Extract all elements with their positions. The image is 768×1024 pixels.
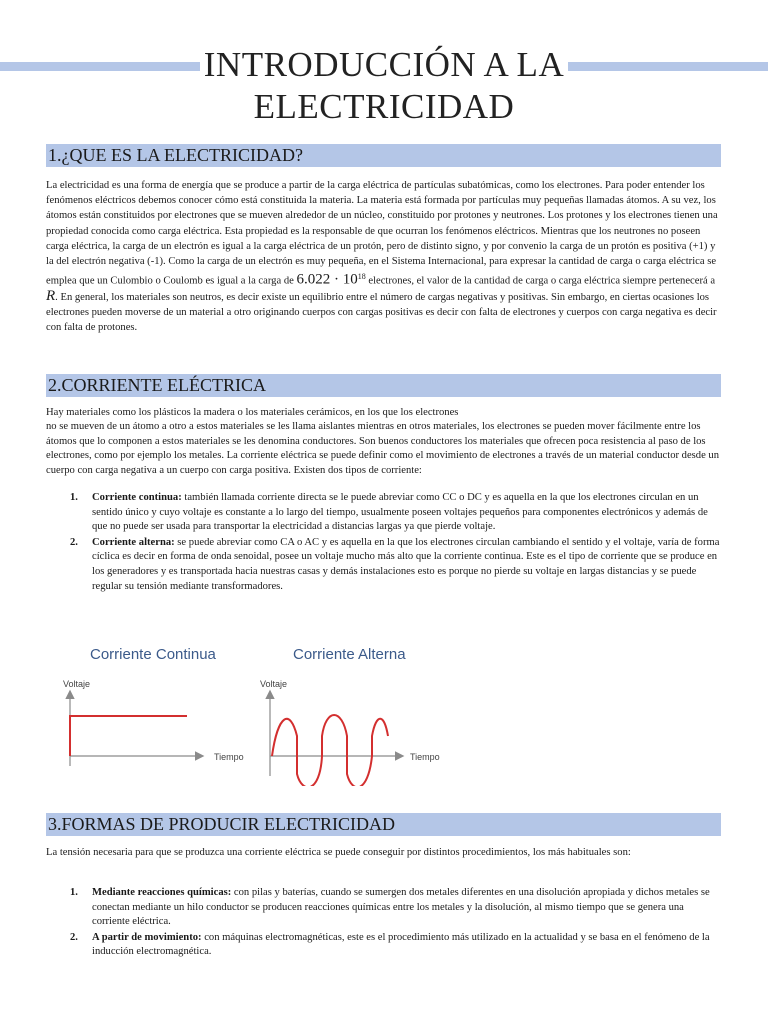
current-types-list [46,491,722,594]
list-item: 2. Corriente alterna: se puede abreviar como CA o AC y es aquella en la que los electrones circulan cambiando el sentido y el voltaje, varía de forma cíclica es decir en forma de onda senoidal, posee un voltaje mucho más alto que la corriente continua. Este es el tipo de corriente que se produce en los generadores y es transportada hacia nuestras casas y demás instalaciones esto es porque no pierde su voltaje en largas distancias y se puede regular su tensión mediante transformadores. [70,536,720,592]
s1-text-a: La electricidad es una forma de energía que se produce a partir de la carga eléctrica de partículas subatómicas, como los electrones. Para poder entender los fenómenos eléctricos debemos conocer cómo está constituida la materia. La materia está formada por partículas muy pequeñas llamadas átomos. A su vez, los átomos están constituidos por electrones que se mueven alrededor de un núcleo, constituido por protones y neutrones. Los protones y los electrones tienen una propiedad conocida como carga eléctrica. Esta propiedad es la responsable de que ocurran los fenómenos eléctricos. Mientras que los neutrones no poseen carga eléctrica, la carga de un electrón es igual a la carga eléctrica de un protón, pero de distinto signo, y por convenio la carga de un protón es positiva (+1) y la del electrón negativa (-1). Como la carga de un electrón es muy pequeña, en el Sistema Internacional, para expresar la cantidad de carga o carga eléctrica se emplea que un Culombio o Coulomb es igual a la carga de [46,180,718,287]
title-line-1: INTRODUCCIÓN A LA [200,44,568,86]
ac-y-label: Voltaje [260,679,288,689]
list-term: A partir de movimiento: [92,931,202,943]
production-methods-list [46,886,722,960]
list-text: también llamada corriente directa se le puede abreviar como CC o DC y es aquella en la que los electrones circulan en un sentido único y cuyo voltaje es constante a lo largo del tiempo, usualmente poseen voltajes pequeños para componentes electrónicos y además de que no puede ser usada para transportar la electricidad a distancias largas ya que pierde voltaje. [92,492,708,533]
ac-signal-wave [272,715,388,786]
section-3-intro: La tensión necesaria para que se produzca una corriente eléctrica se puede conseguir por distintos procedimientos, los más habituales son: [46,847,631,858]
s2-intro-body: no se mueven de un átomo a otro a estos materiales se les llama aislantes mientras en otros materiales, los electrones se pueden mover fácilmente entre los átomos que lo componen a estos materiales se les denomina conductores. Son buenos conductores los materiales que ofrecen poca resistencia al paso de los electrones, como por ejemplo los metales. La corriente eléctrica se puede definir como el movimiento de electrones a través de un material conductor desde un cuerpo con carga negativa a un cuerpo con carga positiva. Existen dos tipos de corriente: [46,421,720,476]
list-item: 1. Mediante reacciones químicas: con pilas y baterías, cuando se sumergen dos metales diferentes en una disolución apropiada y dichos metales se conectan mediante un hilo conductor se producen reacciones químicas entre los metales y la disolución, al mismo tiempo que se genera una corriente eléctrica. [70,887,710,928]
dc-x-label: Tiempo [214,752,244,762]
s1-number: 6.022 · 10 [296,271,358,288]
list-text: se puede abreviar como CA o AC y es aquella en la que los electrones circulan cambiando el sentido y el voltaje, varía de forma cíclica es decir en forma de onda senoidal, posee un voltaje mucho más alto que la corriente continua. Este es el tipo de corriente que se produce en los generadores y es transportada hacia nuestras casas y demás instalaciones esto es porque no pierde su voltaje en largas distancias y se puede regular su tensión mediante transformadores. [92,536,720,592]
current-types-figure [40,636,460,786]
s2-intro-line: Hay materiales como los plásticos la madera o los materiales cerámicos, en los que los electrones [46,407,459,418]
section-2-intro [46,406,722,478]
title-line-2: ELECTRICIDAD [253,87,515,126]
s1-text-c: . En general, los materiales son neutros, es decir existe un equilibrio entre el número de cargas negativas y positivas. Sin embargo, en ciertas ocasiones los electrones pueden moverse de un material a otro originando cuerpos con cargas positivas es decir con falta de electrones y cuerpos con carga negativa es decir con falta de protones. [46,291,717,334]
list-item: 2. A partir de movimiento: con máquinas electromagnéticas, este es el procedimiento más utilizado en la actualidad y se basa en el fenómeno de la inducción electromagnética. [70,931,710,958]
section-heading-3: 3.FORMAS DE PRODUCIR ELECTRICIDAD [46,813,721,836]
dc-y-label: Voltaje [63,679,91,689]
ac-title: Corriente Alterna [293,646,406,663]
list-text: con máquinas electromagnéticas, este es el procedimiento más utilizado en la actualidad y se basa en el fenómeno de la inducción electromagnética. [92,931,710,958]
section-heading-1: 1.¿QUE ES LA ELECTRICIDAD? [46,144,721,167]
section-1-paragraph [46,178,722,336]
s1-exponent: 18 [357,272,366,282]
dc-title: Corriente Continua [90,646,216,663]
list-text: con pilas y baterías, cuando se sumergen dos metales diferentes en una disolución apropiada y dichos metales se conectan mediante un hilo conductor se producen reacciones químicas entre los metales y la disolución, al mismo tiempo que se genera una corriente eléctrica. [92,887,710,928]
list-term: Corriente alterna: [92,536,175,548]
s1-text-b: electrones, el valor de la cantidad de carga o carga eléctrica siempre pertenecerá a [365,275,716,287]
s1-symbol: R [46,287,56,304]
list-term: Mediante reacciones químicas: [92,887,232,898]
ac-x-label: Tiempo [410,752,440,762]
list-item: 1. Corriente continua: también llamada corriente directa se le puede abreviar como CC o DC y es aquella en la que los electrones circulan en un sentido único y cuyo voltaje es constante a lo largo del tiempo, usualmente poseen voltajes pequeños para componentes electrónicos y además de que no puede ser usada para transportar la electricidad a distancias largas ya que pierde voltaje. [70,492,708,533]
dc-signal-line [70,716,187,756]
section-heading-2: 2.CORRIENTE ELÉCTRICA [46,374,721,397]
list-term: Corriente continua: [92,492,182,503]
page-title [0,44,768,128]
